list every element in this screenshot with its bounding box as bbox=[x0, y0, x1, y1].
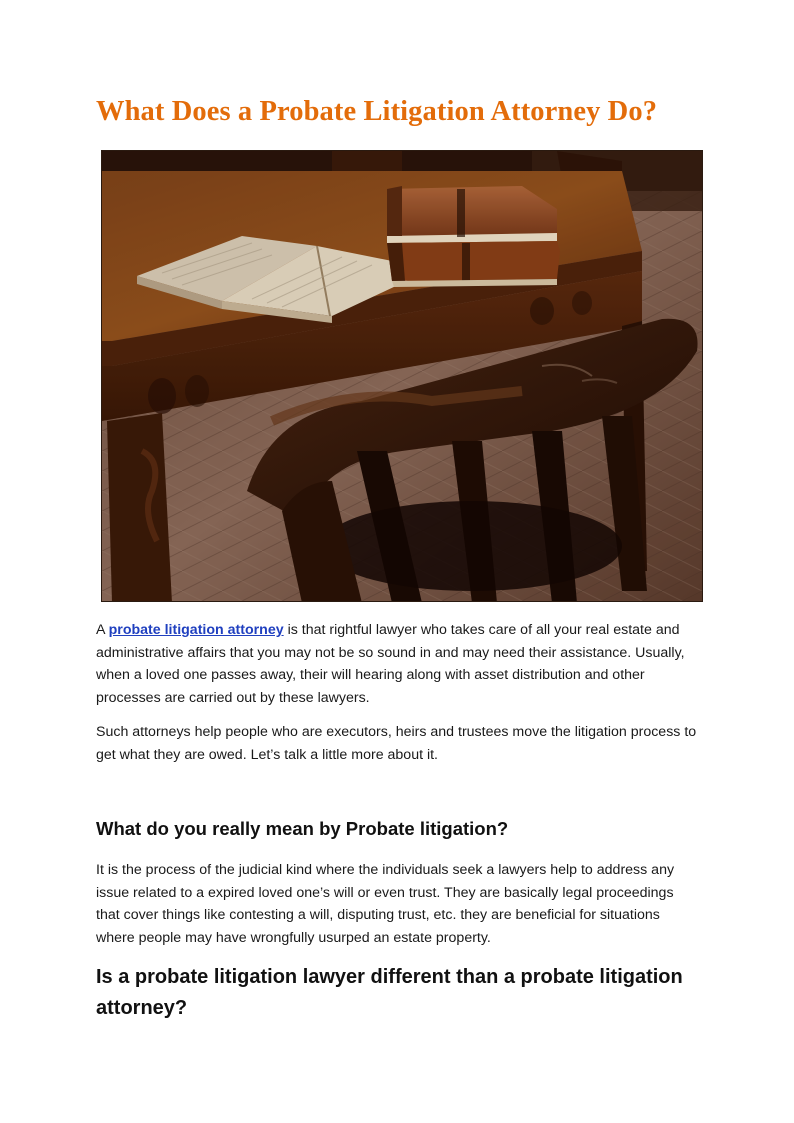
probate-litigation-paragraph: It is the process of the judicial kind where the individuals seek a lawyers help to address any issue related to a expired loved one’s will or even trust. They are basically legal proceedings that cover things like contesting a will, disputing trust, etc. they are beneficial for situations where people may have wrongfully usurped an estate property. bbox=[96, 862, 675, 946]
intro-paragraph bbox=[96, 619, 701, 709]
attorneys-help-paragraph: Such attorneys help people who are executors, heirs and trustees move the litigation process to get what they are owed. Let’s talk a little more about it. bbox=[96, 724, 697, 763]
intro-rest: is that rightful lawyer who takes care of all your real estate and administrative affairs that you may not be so sound in and may need their assistance. Usually, when a loved one passes away, their will hearing along with asset distribution and other processes are carried out by these lawyers. bbox=[96, 622, 685, 706]
article-title: What Does a Probate Litigation Attorney Do? bbox=[96, 96, 658, 127]
hero-photo-table-books-chair bbox=[101, 150, 703, 602]
section-heading-lawyer-vs-attorney: Is a probate litigation lawyer different than a probate litigation attorney? bbox=[96, 966, 683, 1019]
section-heading-probate-litigation: What do you really mean by Probate litigation? bbox=[96, 818, 509, 839]
probate-litigation-attorney-link[interactable]: probate litigation attorney bbox=[108, 622, 284, 638]
intro-lead: A bbox=[96, 622, 109, 638]
